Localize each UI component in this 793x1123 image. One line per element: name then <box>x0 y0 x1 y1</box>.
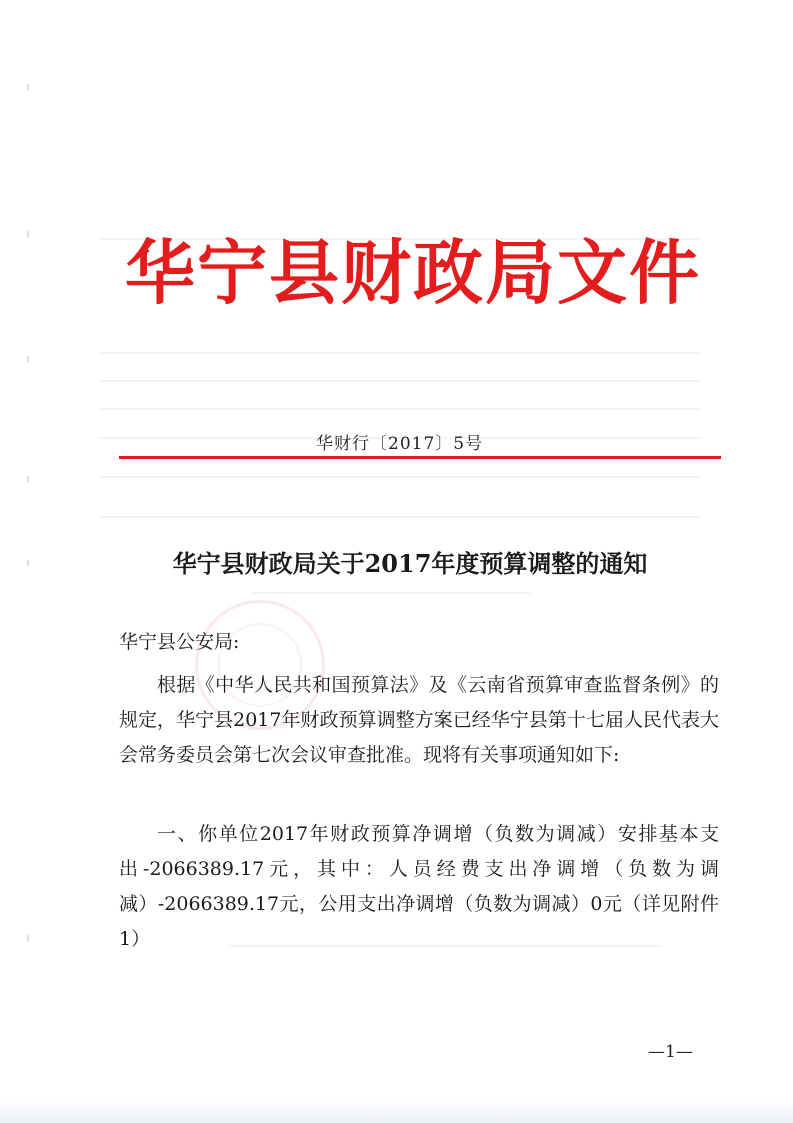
document-number: 华财行〔2017〕5号 <box>316 434 484 454</box>
notice-title: 华宁县财政局关于2017年度预算调整的通知 <box>172 549 648 578</box>
masthead-title: 华宁县财政局文件 <box>125 232 701 314</box>
scan-bleed-line <box>100 408 700 410</box>
scan-edge-shadow <box>0 1100 793 1123</box>
scan-bleed-line <box>100 516 700 518</box>
scan-bleed-line <box>100 476 700 478</box>
body-paragraph-2: 一、你单位2017年财政预算净调增（负数为调减）安排基本支出-2066389.17元，其中：人员经费支出净调增（负数为调减）-2066389.17元，公用支出净调增（负数为调减）0元（详见附件1） <box>119 823 719 950</box>
addressee: 华宁县公安局: <box>119 631 240 653</box>
scan-bleed-line <box>250 592 530 594</box>
scan-bleed-line <box>100 380 700 382</box>
red-separator-line <box>119 456 721 459</box>
margin-mark <box>27 935 29 941</box>
margin-mark <box>27 560 29 566</box>
margin-mark <box>27 84 29 90</box>
page-number: —1— <box>648 1042 693 1062</box>
margin-mark <box>27 476 29 482</box>
margin-mark <box>27 231 29 237</box>
margin-mark <box>27 356 29 362</box>
scan-bleed-line <box>100 352 700 354</box>
body-paragraph-1: 根据《中华人民共和国预算法》及《云南省预算审查监督条例》的规定，华宁县2017年财政预算调整方案已经华宁县第十七届人民代表大会常务委员会第七次会议审查批准。现将有关事项通知如下: <box>119 674 719 766</box>
